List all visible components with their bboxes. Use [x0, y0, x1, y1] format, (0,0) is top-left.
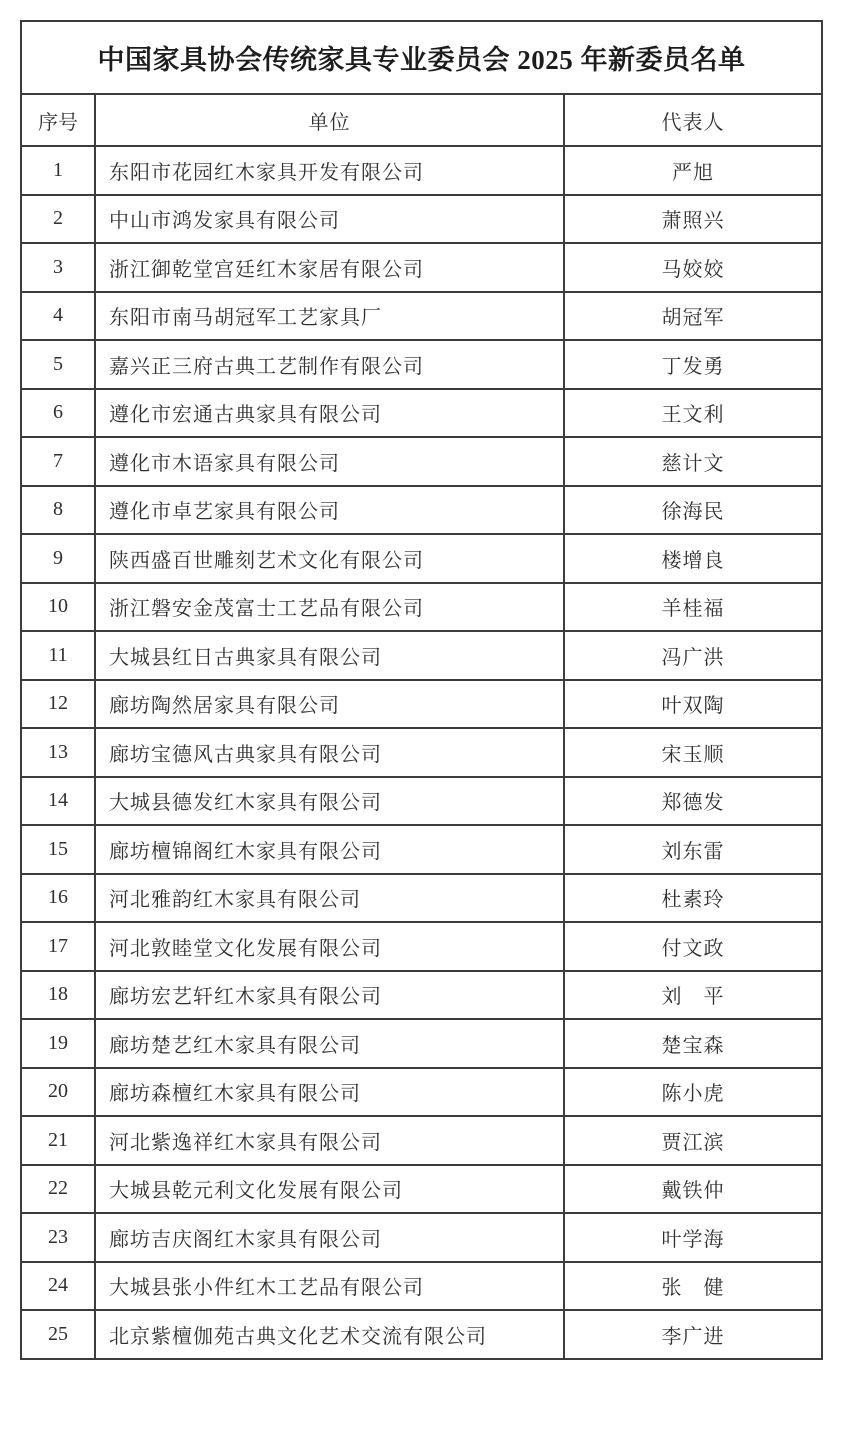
row-representative-name: 李广进 [661, 1325, 725, 1348]
row-representative-name: 丁发勇 [661, 355, 725, 378]
table-row [22, 1164, 821, 1213]
row-serial-number: 1 [53, 158, 63, 181]
table-row [22, 630, 821, 679]
table-row [22, 873, 821, 922]
table-row [22, 533, 821, 582]
row-unit-name: 嘉兴正三府古典工艺制作有限公司 [94, 341, 565, 388]
row-representative-name: 叶学海 [661, 1228, 725, 1251]
row-unit-name: 廊坊檀锦阁红木家具有限公司 [94, 826, 565, 873]
table-row [22, 1115, 821, 1164]
table-title: 中国家具协会传统家具专业委员会 2025 年新委员名单 [97, 45, 746, 75]
row-serial-number: 7 [53, 449, 63, 472]
row-serial-number: 22 [48, 1177, 68, 1200]
row-unit-name: 遵化市木语家具有限公司 [94, 438, 565, 485]
row-unit-name: 廊坊森檀红木家具有限公司 [94, 1069, 565, 1116]
row-representative-name: 冯广洪 [661, 646, 725, 669]
row-serial-number: 3 [53, 255, 63, 278]
table-row [22, 1067, 821, 1116]
header-serial-number: 序号 [38, 111, 78, 134]
row-serial-number: 23 [48, 1225, 68, 1248]
table-row [22, 776, 821, 825]
row-representative-name: 叶双陶 [661, 695, 725, 718]
table-row [22, 1261, 821, 1310]
row-serial-number: 18 [48, 983, 68, 1006]
table-row [22, 436, 821, 485]
row-serial-number: 19 [48, 1031, 68, 1054]
table-row [22, 582, 821, 631]
table-row [22, 194, 821, 243]
row-unit-name: 东阳市花园红木家具开发有限公司 [94, 147, 565, 194]
row-representative-name: 刘东雷 [661, 840, 725, 863]
row-unit-name: 河北敦睦堂文化发展有限公司 [94, 923, 565, 970]
header-unit: 单位 [94, 95, 565, 145]
row-unit-name: 廊坊宝德风古典家具有限公司 [94, 729, 565, 776]
row-unit-name: 大城县德发红木家具有限公司 [94, 778, 565, 825]
row-serial-number: 8 [53, 498, 63, 521]
row-serial-number: 9 [53, 546, 63, 569]
row-serial-number: 16 [48, 886, 68, 909]
row-representative-name: 贾江滨 [661, 1131, 725, 1154]
row-unit-name: 遵化市卓艺家具有限公司 [94, 487, 565, 534]
row-representative-name: 羊桂福 [661, 598, 725, 621]
row-serial-number: 14 [48, 789, 68, 812]
header-representative: 代表人 [661, 111, 725, 134]
header-row [22, 93, 821, 145]
table-row [22, 485, 821, 534]
members-table [20, 20, 823, 1360]
row-serial-number: 24 [48, 1274, 68, 1297]
row-unit-name: 大城县张小件红木工艺品有限公司 [94, 1263, 565, 1310]
table-row [22, 824, 821, 873]
row-representative-name: 杜素玲 [661, 889, 725, 912]
table-body [22, 145, 821, 1358]
row-serial-number: 13 [48, 740, 68, 763]
row-serial-number: 17 [48, 934, 68, 957]
table-row [22, 727, 821, 776]
row-representative-name: 萧照兴 [661, 210, 725, 233]
row-representative-name: 付文政 [661, 937, 725, 960]
row-serial-number: 5 [53, 352, 63, 375]
row-representative-name: 宋玉顺 [661, 743, 725, 766]
row-serial-number: 10 [48, 595, 68, 618]
row-representative-name: 楚宝森 [661, 1034, 725, 1057]
row-representative-name: 刘 平 [661, 986, 725, 1009]
row-unit-name: 廊坊吉庆阁红木家具有限公司 [94, 1214, 565, 1261]
table-row [22, 1018, 821, 1067]
row-serial-number: 2 [53, 207, 63, 230]
table-row [22, 145, 821, 194]
row-serial-number: 20 [48, 1080, 68, 1103]
row-serial-number: 21 [48, 1128, 68, 1151]
row-unit-name: 浙江磐安金茂富士工艺品有限公司 [94, 584, 565, 631]
row-unit-name: 廊坊陶然居家具有限公司 [94, 681, 565, 728]
row-serial-number: 6 [53, 401, 63, 424]
row-unit-name: 河北雅韵红木家具有限公司 [94, 875, 565, 922]
row-unit-name: 河北紫逸祥红木家具有限公司 [94, 1117, 565, 1164]
row-serial-number: 4 [53, 304, 63, 327]
row-unit-name: 中山市鸿发家具有限公司 [94, 196, 565, 243]
table-row [22, 339, 821, 388]
row-representative-name: 张 健 [661, 1277, 725, 1300]
table-row [22, 970, 821, 1019]
row-unit-name: 大城县乾元利文化发展有限公司 [94, 1166, 565, 1213]
row-unit-name: 遵化市宏通古典家具有限公司 [94, 390, 565, 437]
table-row [22, 921, 821, 970]
row-serial-number: 15 [48, 837, 68, 860]
table-row [22, 1309, 821, 1358]
row-unit-name: 北京紫檀伽苑古典文化艺术交流有限公司 [94, 1311, 565, 1358]
row-representative-name: 王文利 [661, 404, 725, 427]
table-row [22, 291, 821, 340]
row-representative-name: 马姣姣 [661, 258, 725, 281]
row-unit-name: 大城县红日古典家具有限公司 [94, 632, 565, 679]
row-representative-name: 戴铁仲 [661, 1180, 725, 1203]
table-row [22, 242, 821, 291]
table-row [22, 388, 821, 437]
table-row [22, 1212, 821, 1261]
row-representative-name: 胡冠军 [661, 307, 725, 330]
row-serial-number: 12 [48, 692, 68, 715]
row-serial-number: 25 [48, 1322, 68, 1345]
row-representative-name: 楼增良 [661, 549, 725, 572]
row-unit-name: 陕西盛百世雕刻艺术文化有限公司 [94, 535, 565, 582]
row-unit-name: 浙江御乾堂宫廷红木家居有限公司 [94, 244, 565, 291]
row-unit-name: 东阳市南马胡冠军工艺家具厂 [94, 293, 565, 340]
row-representative-name: 徐海民 [661, 501, 725, 524]
table-row [22, 679, 821, 728]
row-representative-name: 严旭 [672, 161, 714, 184]
row-unit-name: 廊坊楚艺红木家具有限公司 [94, 1020, 565, 1067]
row-serial-number: 11 [48, 643, 68, 666]
row-representative-name: 陈小虎 [661, 1083, 725, 1106]
row-representative-name: 郑德发 [661, 792, 725, 815]
row-representative-name: 慈计文 [661, 452, 725, 475]
row-unit-name: 廊坊宏艺轩红木家具有限公司 [94, 972, 565, 1019]
